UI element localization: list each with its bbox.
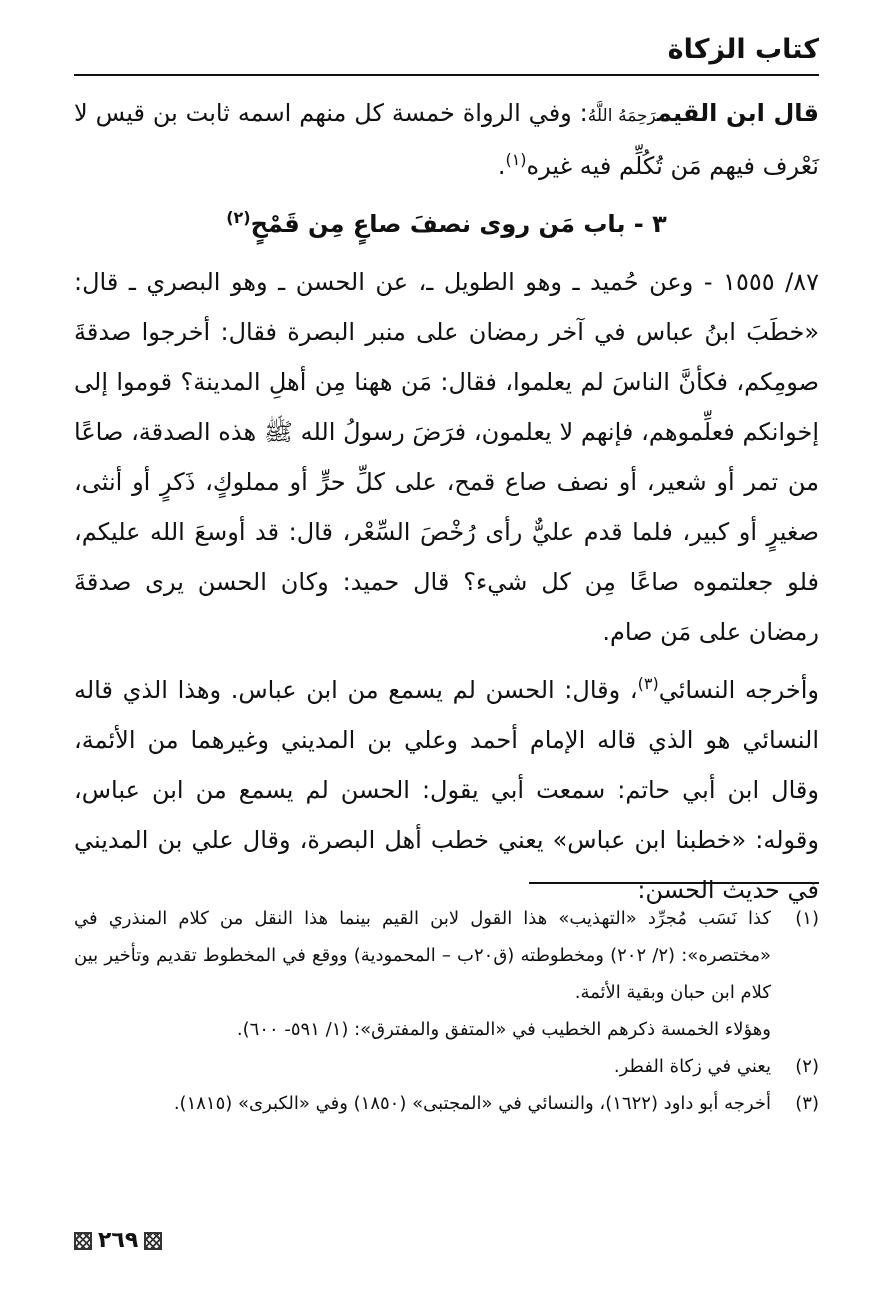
paragraph-ibn-al-qayyim [74,88,819,191]
footnote-number: (١) [795,908,819,929]
speaker-name: قال ابن القيم [656,99,819,127]
footnote-line: وهؤلاء الخمسة ذكرهم الخطيب في «المتفق والمفترق»: (١/ ٥٩١- ٦٠٠). [236,1019,771,1040]
footnote-number: (٣) [795,1093,819,1114]
paragraph-text-a: وأخرجه النسائي [658,676,819,704]
footnote-3 [74,1085,819,1122]
footnote-2 [74,1048,819,1085]
footnote-number: (٢) [795,1056,819,1077]
paragraph-end: . [497,152,506,180]
page-number-block [74,1228,162,1253]
footnote-line: يعني في زكاة الفطر. [613,1056,771,1077]
footnote-ref-1: (١) [505,150,527,169]
footnote-ref-3: (٣) [637,674,659,693]
hadith-paragraph [74,257,819,657]
footnotes [74,900,819,1122]
main-text [74,88,819,915]
footnote-1 [74,900,819,1048]
footnote-ref-2: (٢) [226,208,251,227]
header-rule [74,74,819,76]
chapter-heading-text: ٣ - باب مَن روى نصفَ صاعٍ مِن قَمْحٍ [250,210,667,238]
chapter-heading [74,199,819,249]
ornament-icon [144,1232,162,1250]
paragraph-text-b: ، وقال: الحسن لم يسمع من ابن عباس. وهذا الذي قاله النسائي هو الذي قاله الإمام أحمد وعلي بن المديني وغيرهما من الأئمة، وقال ابن أبي حاتم: سمعت أبي يقول: الحسن لم يسمع من ابن عباس، وقوله: «خطبنا ابن عباس» يعني خطب أهل البصرة، وقال علي بن المديني في حديث الحسن: [74,676,819,904]
paragraph-text: : وفي الرواة خمسة كل منهم اسمه ثابت بن قيس لا نَعْرف فيهم مَن تُكُلِّم فيه غيره [74,99,819,180]
page-number: ٢٦٩ [98,1228,139,1253]
ornament-icon [74,1232,92,1250]
paragraph-nasai [74,665,819,915]
footnote-line: كذا نَسَب مُجرِّد «التهذيب» هذا القول لابن القيم بينما هذا النقل من كلام المنذري في «مختصره»: (٢/ ٢٠٢) ومخطوطته (ق٢٠ب – المحمودية) ووقع في المخطوط تقديم وتأخير بين كلام ابن حبان وبقية الأئمة. [74,908,771,1003]
honorific-glyph: رَحِمَهُ اللَّهُ [587,106,657,126]
hadith-text: ٨٧/ ١٥٥٥ - وعن حُميد ـ وهو الطويل ـ، عن الحسن ـ وهو البصري ـ قال: «خطَبَ ابنُ عباس في آخر رمضان على منبر البصرة فقال: أخرجوا صدقةَ صومِكم، فكأنَّ الناسَ لم يعلموا، فقال: مَن ههنا مِن أهلِ المدينة؟ قوموا إلى إخوانكم فعلِّموهم، فإنهم لا يعلمون، فرَضَ رسولُ الله ﷺ هذه الصدقة، صاعًا من تمر أو شعير، أو نصف صاع قمح، على كلِّ حرٍّ أو مملوكٍ، ذَكرٍ أو أنثى، صغيرٍ أو كبير، فلما قدم عليٌّ رأى رُخْصَ السِّعْر، قال: قد أوسعَ الله عليكم، فلو جعلتموه صاعًا مِن كل شيء؟ قال حميد: وكان الحسن يرى صدقةَ رمضان على مَن صام. [74,268,820,646]
footnote-line: أخرجه أبو داود (١٦٢٢)، والنسائي في «المجتبى» (١٨٥٠) وفي «الكبرى» (١٨١٥). [173,1093,771,1114]
footnote-separator [529,882,819,884]
running-header-title: كتاب الزكاة [667,34,819,65]
